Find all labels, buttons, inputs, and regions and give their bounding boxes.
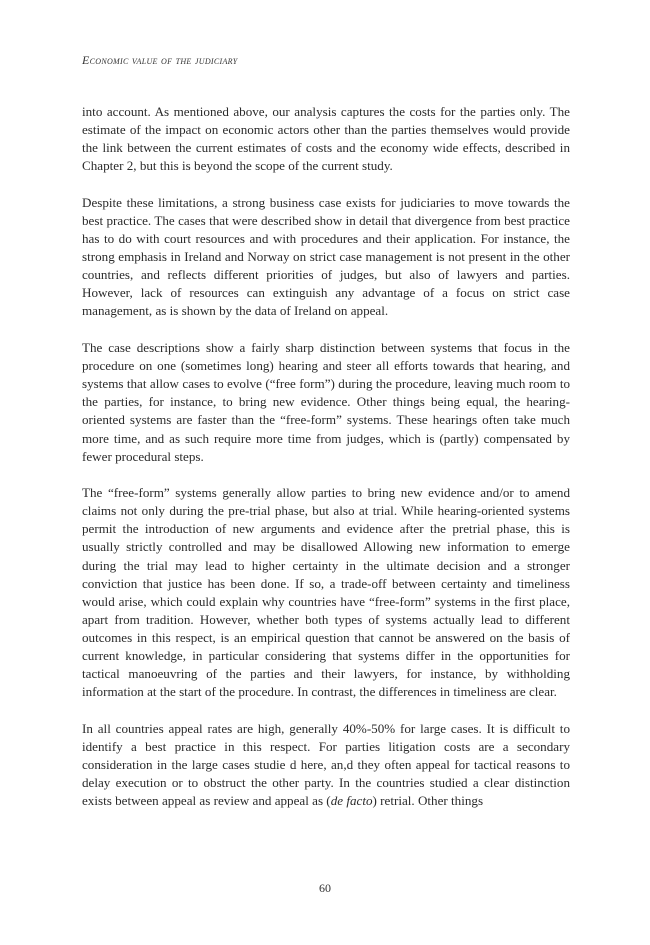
paragraph: into account. As mentioned above, our analysis captures the costs for the parties only. The estimate of the impact on economic actors other than the parties themselves would provide the link between the current estimates of costs and the economy wide effects, described in Chapter 2, but this is beyond the scope of the current study.: [82, 104, 570, 174]
text-run: In all countries appeal rates are high, generally 40%-50% for large cases. It is difficult to identify a best practice in this respect. For parties litigation costs are a secondary consideration in the large cases studie d here, an,d they often appeal for tactical reasons to delay execution or to obstruct the other party. In the countries studied a clear distinction exists between appeal as review and appeal as (: [82, 720, 570, 809]
text-run: ) retrial. Other things: [372, 793, 484, 809]
paragraph: The case descriptions show a fairly sharp distinction between systems that focus in the procedure on one (sometimes long) hearing and steer all efforts towards that hearing, and systems that allow cases to evolve (“free form”) during the procedure, leaving much room to the parties, for instance, to bring new evidence. Other things being equal, the hearing-oriented systems are faster than the “free-form” systems. These hearings often take much more time, and as such require more time from judges, which is (partly) compensated by fewer procedural steps.: [82, 340, 570, 464]
paragraph: The “free-form” systems generally allow parties to bring new evidence and/or to amend claims not only during the pre-trial phase, but also at trial. While hearing-oriented systems permit the introduction of new arguments and evidence after the pretrial phase, this is usually strictly controlled and may be disallowed Allowing new information to emerge during the trial may lead to higher certainty in the ultimate decision and a stronger conviction that justice has been done. If so, a trade-off between certainty and timeliness would arise, which could explain why countries have “free-form” systems in the first place, apart from tradition. However, whether both types of systems actually lead to different outcomes in this respect, is an empirical question that cannot be answered on the basis of current knowledge, in particular considering that systems differ in the opportunities for tactical manoeuvring of the parties and their lawyers, for instance, by withholding information at the start of the procedure. In contrast, the differences in timeliness are clear.: [82, 485, 570, 700]
running-header: Economic value of the judiciary: [82, 53, 238, 67]
paragraph-last: [82, 720, 570, 810]
paragraph: Despite these limitations, a strong business case exists for judiciaries to move towards the best practice. The cases that were described show in detail that divergence from best practice has to do with court resources and with procedures and their application. For instance, the strong emphasis in Ireland and Norway on strict case management is not present in the other countries, and reflects different priorities of judges, but also of lawyers and parties. However, lack of resources can extinguish any advantage of a focus on strict case management, as is shown by the data of Ireland on appeal.: [82, 194, 570, 319]
body-text: [82, 103, 570, 829]
italic-term: de facto: [330, 793, 373, 809]
page-number: 60: [319, 881, 331, 895]
